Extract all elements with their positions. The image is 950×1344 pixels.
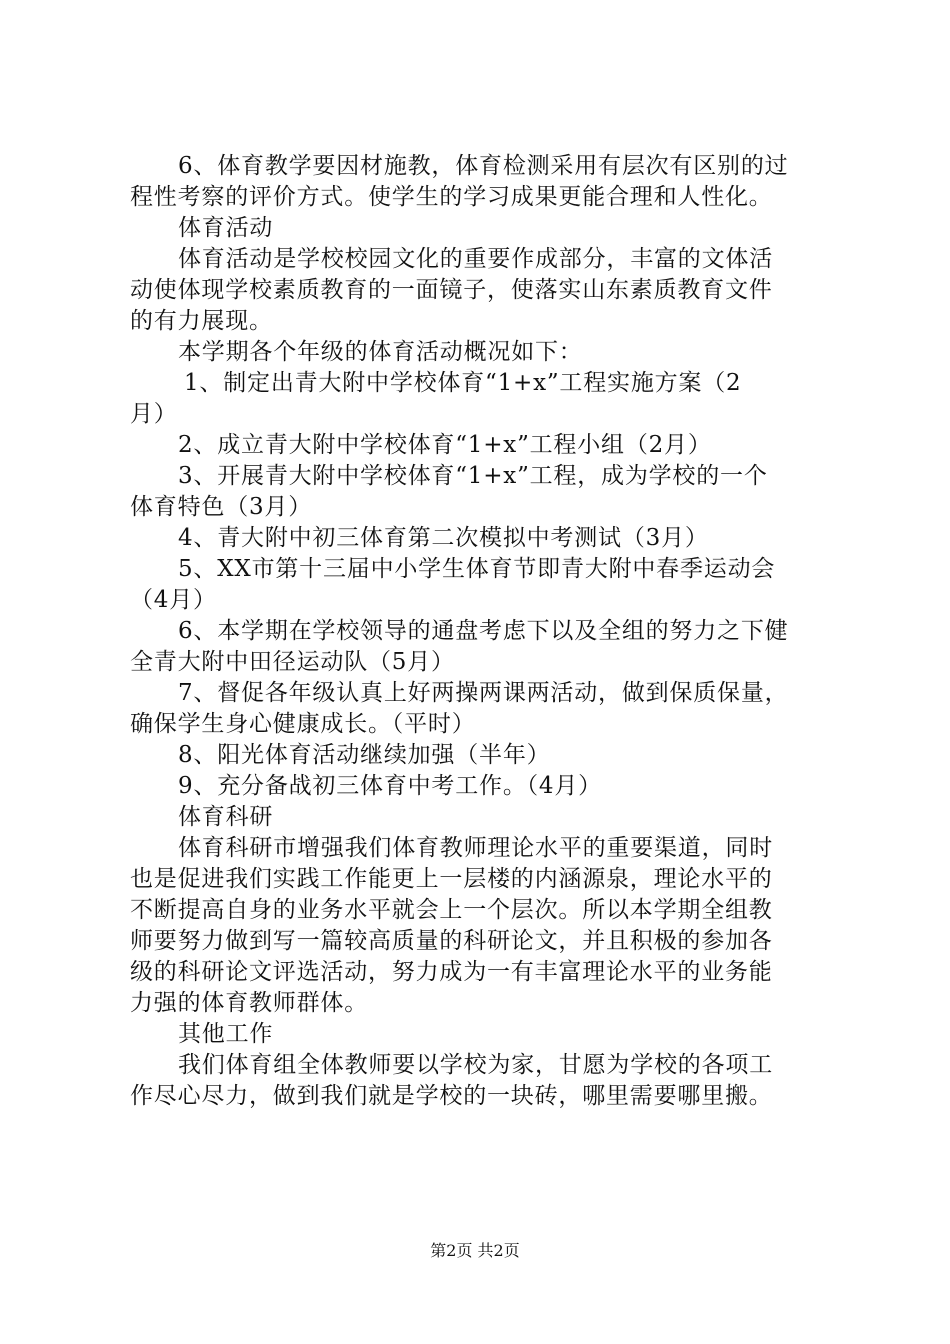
list-item: 2、成立青大附中学校体育“1+x”工程小组（2月） — [178, 432, 712, 458]
section-heading: 体育活动 — [178, 215, 274, 241]
section-heading: 体育科研 — [178, 804, 274, 830]
list-item-continuation: 确保学生身心健康成长。（平时） — [130, 711, 476, 737]
section-heading: 其他工作 — [178, 1021, 274, 1047]
paragraph-line: 体育科研市增强我们体育教师理论水平的重要渠道，同时 — [178, 835, 773, 861]
paragraph-line: 体育活动是学校校园文化的重要作成部分，丰富的文体活 — [178, 246, 773, 272]
list-item-continuation: （4月） — [130, 587, 217, 613]
list-item: 6、本学期在学校领导的通盘考虑下以及全组的努力之下健 — [178, 618, 789, 644]
list-item: 3、开展青大附中学校体育“1+x”工程，成为学校的一个 — [178, 463, 768, 489]
paragraph-line: 级的科研论文评选活动，努力成为一有丰富理论水平的业务能 — [130, 959, 773, 985]
page-number-label: 第2页 共2页 — [430, 1241, 520, 1260]
list-item: 7、督促各年级认真上好两操两课两活动，做到保质保量， — [178, 680, 789, 706]
list-item-continuation: 体育特色（3月） — [130, 494, 313, 520]
paragraph-line: 的有力展现。 — [130, 308, 273, 334]
paragraph-line: 力强的体育教师群体。 — [130, 990, 368, 1016]
paragraph-line: 作尽心尽力，做到我们就是学校的一块砖，哪里需要哪里搬。 — [130, 1083, 773, 1109]
paragraph-line: 程性考察的评价方式。使学生的学习成果更能合理和人性化。 — [130, 184, 773, 210]
page-footer — [0, 1241, 950, 1261]
paragraph-line: 不断提高自身的业务水平就会上一个层次。所以本学期全组教 — [130, 897, 773, 923]
document-body — [130, 151, 830, 1112]
list-item: 8、阳光体育活动继续加强（半年） — [178, 742, 551, 768]
paragraph-line: 也是促进我们实践工作能更上一层楼的内涵源泉，理论水平的 — [130, 866, 773, 892]
paragraph-line: 6、体育教学要因材施教，体育检测采用有层次有区别的过 — [178, 153, 789, 179]
paragraph-line: 我们体育组全体教师要以学校为家，甘愿为学校的各项工 — [178, 1052, 773, 1078]
paragraph-line: 动使体现学校素质教育的一面镜子，使落实山东素质教育文件 — [130, 277, 773, 303]
list-item: 4、青大附中初三体育第二次模拟中考测试（3月） — [178, 525, 709, 551]
list-item: 5、XX市第十三届中小学生体育节即青大附中春季运动会 — [178, 556, 776, 582]
list-item-continuation: 全青大附中田径运动队（5月） — [130, 649, 455, 675]
paragraph-line: 本学期各个年级的体育活动概况如下： — [178, 339, 583, 365]
list-item: 1、制定出青大附中学校体育“1+x”工程实施方案（2 — [184, 370, 742, 396]
list-item-continuation: 月） — [130, 401, 178, 427]
list-item: 9、充分备战初三体育中考工作。（4月） — [178, 773, 602, 799]
paragraph-line: 师要努力做到写一篇较高质量的科研论文，并且积极的参加各 — [130, 928, 773, 954]
